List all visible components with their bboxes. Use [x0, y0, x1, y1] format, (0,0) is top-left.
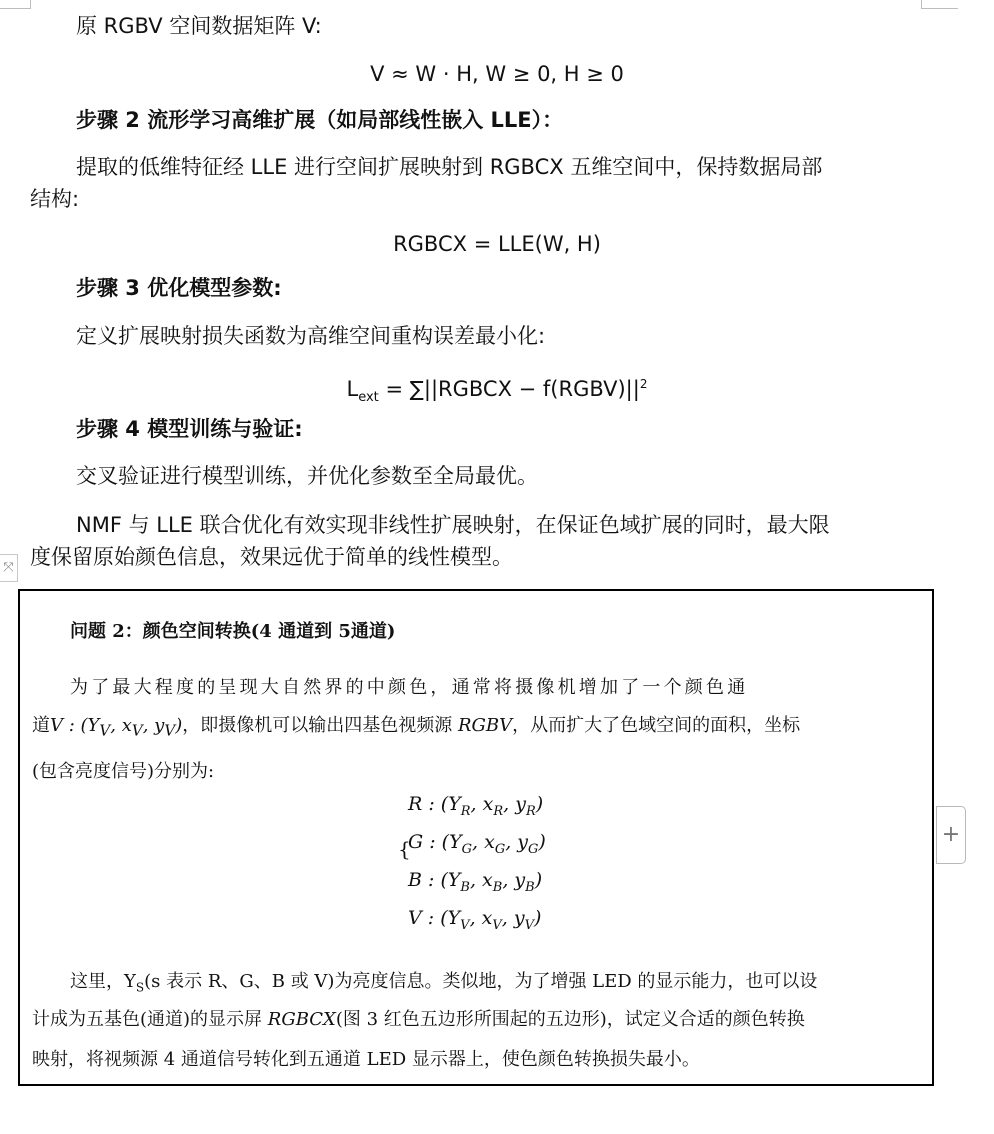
problem-title: 问题 2：颜色空间转换(4 通道到 5通道) — [70, 621, 396, 642]
matrix-row: B : ($Y_B$, $x_B$, $y_B$) — [408, 869, 543, 895]
problem-line: 道V : ($Y_V$, $x_V$, $y_V$)，即摄像机可以输出四基色视频源 RGBV，从而扩大了色域空间的面积，坐标 — [32, 715, 801, 740]
problem-line: 为了最大程度的呈现大自然界的中颜色，通常将摄像机增加了一个颜色通 — [70, 677, 749, 698]
paragraph: 提取的低维特征经 LLE 进行空间扩展映射到 RGBCX 五维空间中，保持数据局部 — [76, 155, 823, 179]
matrix-row: R : ($Y_R$, $x_R$, $y_R$) — [408, 793, 544, 819]
step-heading: 步骤 4 模型训练与验证: — [76, 417, 303, 441]
loss-equation: $L_{ext}$ = ∑||RGBCX − $f(RGBV)||^2$ — [346, 377, 648, 406]
paragraph: 结构: — [30, 187, 80, 211]
paragraph: NMF 与 LLE 联合优化有效实现非线性扩展映射，在保证色域扩展的同时，最大限 — [76, 513, 830, 537]
problem-line: (包含亮度信号)分别为: — [32, 761, 215, 782]
page-corner-mark — [0, 0, 31, 9]
step-heading: 步骤 3 优化模型参数: — [76, 276, 282, 300]
paragraph: 定义扩展映射损失函数为高维空间重构误差最小化: — [76, 324, 546, 348]
equation: RGBCX = LLE(W, H) — [393, 232, 601, 256]
matrix-row: G : ($Y_G$, $x_G$, $y_G$) — [408, 831, 546, 857]
plus-icon[interactable]: + — [936, 806, 966, 864]
paragraph: 度保留原始颜色信息，效果远优于简单的线性模型。 — [30, 545, 513, 569]
paragraph: 交叉验证进行模型训练，并优化参数至全局最优。 — [76, 464, 538, 488]
matrix-row: V : ($Y_V$, $x_V$, $y_V$) — [408, 907, 542, 933]
problem-line: 计成为五基色(通道)的显示屏 RGBCX(图 3 红色五边形所围起的五边形)，试定义合适的颜色转换 — [32, 1009, 805, 1030]
brace-icon: { — [398, 837, 411, 861]
problem-line: 映射，将视频源 4 通道信号转化到五通道 LED 显示器上，使色颜色转换损失最小。 — [32, 1049, 700, 1070]
page-corner-mark — [921, 0, 958, 9]
problem-box — [18, 589, 934, 1086]
move-icon[interactable]: ⤧ — [0, 554, 18, 582]
equation: V ≈ W · H, W ≥ 0, H ≥ 0 — [370, 62, 624, 86]
paragraph: 原 RGBV 空间数据矩阵 V: — [76, 14, 322, 38]
problem-line: 这里，$Y_S(s$ 表示 R、G、B 或 V)为亮度信息。类似地，为了增强 LED 的显示能力，也可以设 — [70, 971, 818, 995]
step-heading: 步骤 2 流形学习高维扩展（如局部线性嵌入 LLE）： — [76, 108, 564, 132]
